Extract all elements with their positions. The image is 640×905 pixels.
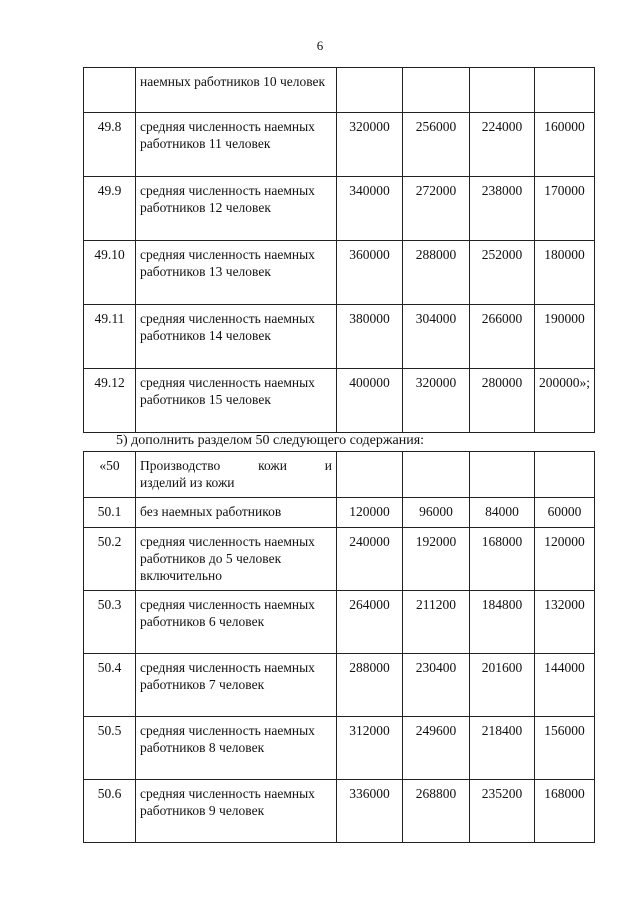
- value-cell: [403, 68, 470, 113]
- value-cell: [535, 452, 595, 498]
- row-description: наемных работников 10 человек: [136, 68, 337, 113]
- value-cell: [403, 452, 470, 498]
- row-description: средняя численность наемных работников 13 человек: [136, 241, 337, 305]
- row-number: 49.12: [84, 369, 136, 433]
- table-row: [84, 591, 595, 654]
- row-description: средняя численность наемных работников 7 человек: [136, 654, 337, 717]
- value-cell: 240000: [337, 528, 403, 591]
- value-cell: 120000: [337, 498, 403, 528]
- table-row: [84, 113, 595, 177]
- value-cell: [535, 68, 595, 113]
- section-title-word: кожи: [258, 458, 287, 473]
- value-cell: 238000: [470, 177, 535, 241]
- value-cell: 268800: [403, 780, 470, 843]
- row-number: 49.11: [84, 305, 136, 369]
- table-row: [84, 717, 595, 780]
- row-number: 50.6: [84, 780, 136, 843]
- table-row: [84, 780, 595, 843]
- row-number: 50.2: [84, 528, 136, 591]
- value-cell: 60000: [535, 498, 595, 528]
- value-cell: 235200: [470, 780, 535, 843]
- row-description: средняя численность наемных работников 6 человек: [136, 591, 337, 654]
- tariff-table-section-50: [83, 451, 595, 843]
- value-cell: 266000: [470, 305, 535, 369]
- table-row: [84, 369, 595, 433]
- section-title-line2: изделий из кожи: [140, 475, 235, 490]
- value-cell: 230400: [403, 654, 470, 717]
- tariff-table-section-49: [83, 67, 595, 433]
- value-cell: 170000: [535, 177, 595, 241]
- row-number: 49.10: [84, 241, 136, 305]
- value-cell: 224000: [470, 113, 535, 177]
- value-cell: 304000: [403, 305, 470, 369]
- value-cell: 336000: [337, 780, 403, 843]
- value-cell: 160000: [535, 113, 595, 177]
- value-cell: 288000: [337, 654, 403, 717]
- value-cell: 156000: [535, 717, 595, 780]
- table-row: [84, 528, 595, 591]
- value-cell: 320000: [403, 369, 470, 433]
- row-number: 49.8: [84, 113, 136, 177]
- value-cell: 200000»;: [535, 369, 595, 433]
- value-cell: 192000: [403, 528, 470, 591]
- row-description: средняя численность наемных работников 9 человек: [136, 780, 337, 843]
- row-description: средняя численность наемных работников до 5 человек включительно: [136, 528, 337, 591]
- value-cell: 132000: [535, 591, 595, 654]
- value-cell: 340000: [337, 177, 403, 241]
- value-cell: 120000: [535, 528, 595, 591]
- table-row: [84, 498, 595, 528]
- value-cell: 280000: [470, 369, 535, 433]
- row-description: без наемных работников: [136, 498, 337, 528]
- row-number: 50.3: [84, 591, 136, 654]
- table-row: [84, 654, 595, 717]
- row-number: 49.9: [84, 177, 136, 241]
- value-cell: 380000: [337, 305, 403, 369]
- value-cell: 320000: [337, 113, 403, 177]
- table-row: [84, 241, 595, 305]
- table-row: [84, 177, 595, 241]
- value-cell: 190000: [535, 305, 595, 369]
- value-cell: 184800: [470, 591, 535, 654]
- value-cell: 180000: [535, 241, 595, 305]
- value-cell: 84000: [470, 498, 535, 528]
- value-cell: 201600: [470, 654, 535, 717]
- value-cell: 144000: [535, 654, 595, 717]
- value-cell: [337, 452, 403, 498]
- value-cell: 211200: [403, 591, 470, 654]
- row-number: [84, 68, 136, 113]
- value-cell: 288000: [403, 241, 470, 305]
- section-title-word: и: [324, 458, 332, 473]
- value-cell: 168000: [470, 528, 535, 591]
- table-row: [84, 68, 595, 113]
- value-cell: 249600: [403, 717, 470, 780]
- row-number: 50.1: [84, 498, 136, 528]
- row-description: средняя численность наемных работников 11 человек: [136, 113, 337, 177]
- row-description: средняя численность наемных работников 14 человек: [136, 305, 337, 369]
- value-cell: 252000: [470, 241, 535, 305]
- table-row: [84, 305, 595, 369]
- section-header-row: [84, 452, 595, 498]
- value-cell: [470, 68, 535, 113]
- row-description: средняя численность наемных работников 15 человек: [136, 369, 337, 433]
- section-number: «50: [84, 452, 136, 498]
- section-instruction: 5) дополнить разделом 50 следующего содержания:: [116, 433, 425, 448]
- section-title-word: Производство: [140, 458, 221, 473]
- row-description: средняя численность наемных работников 12 человек: [136, 177, 337, 241]
- value-cell: 256000: [403, 113, 470, 177]
- value-cell: 400000: [337, 369, 403, 433]
- value-cell: 264000: [337, 591, 403, 654]
- page-number: 6: [316, 38, 324, 53]
- value-cell: 218400: [470, 717, 535, 780]
- value-cell: 96000: [403, 498, 470, 528]
- value-cell: 272000: [403, 177, 470, 241]
- row-number: 50.4: [84, 654, 136, 717]
- section-title: [136, 452, 337, 498]
- row-number: 50.5: [84, 717, 136, 780]
- row-description: средняя численность наемных работников 8 человек: [136, 717, 337, 780]
- value-cell: 312000: [337, 717, 403, 780]
- value-cell: 168000: [535, 780, 595, 843]
- value-cell: [337, 68, 403, 113]
- value-cell: 360000: [337, 241, 403, 305]
- value-cell: [470, 452, 535, 498]
